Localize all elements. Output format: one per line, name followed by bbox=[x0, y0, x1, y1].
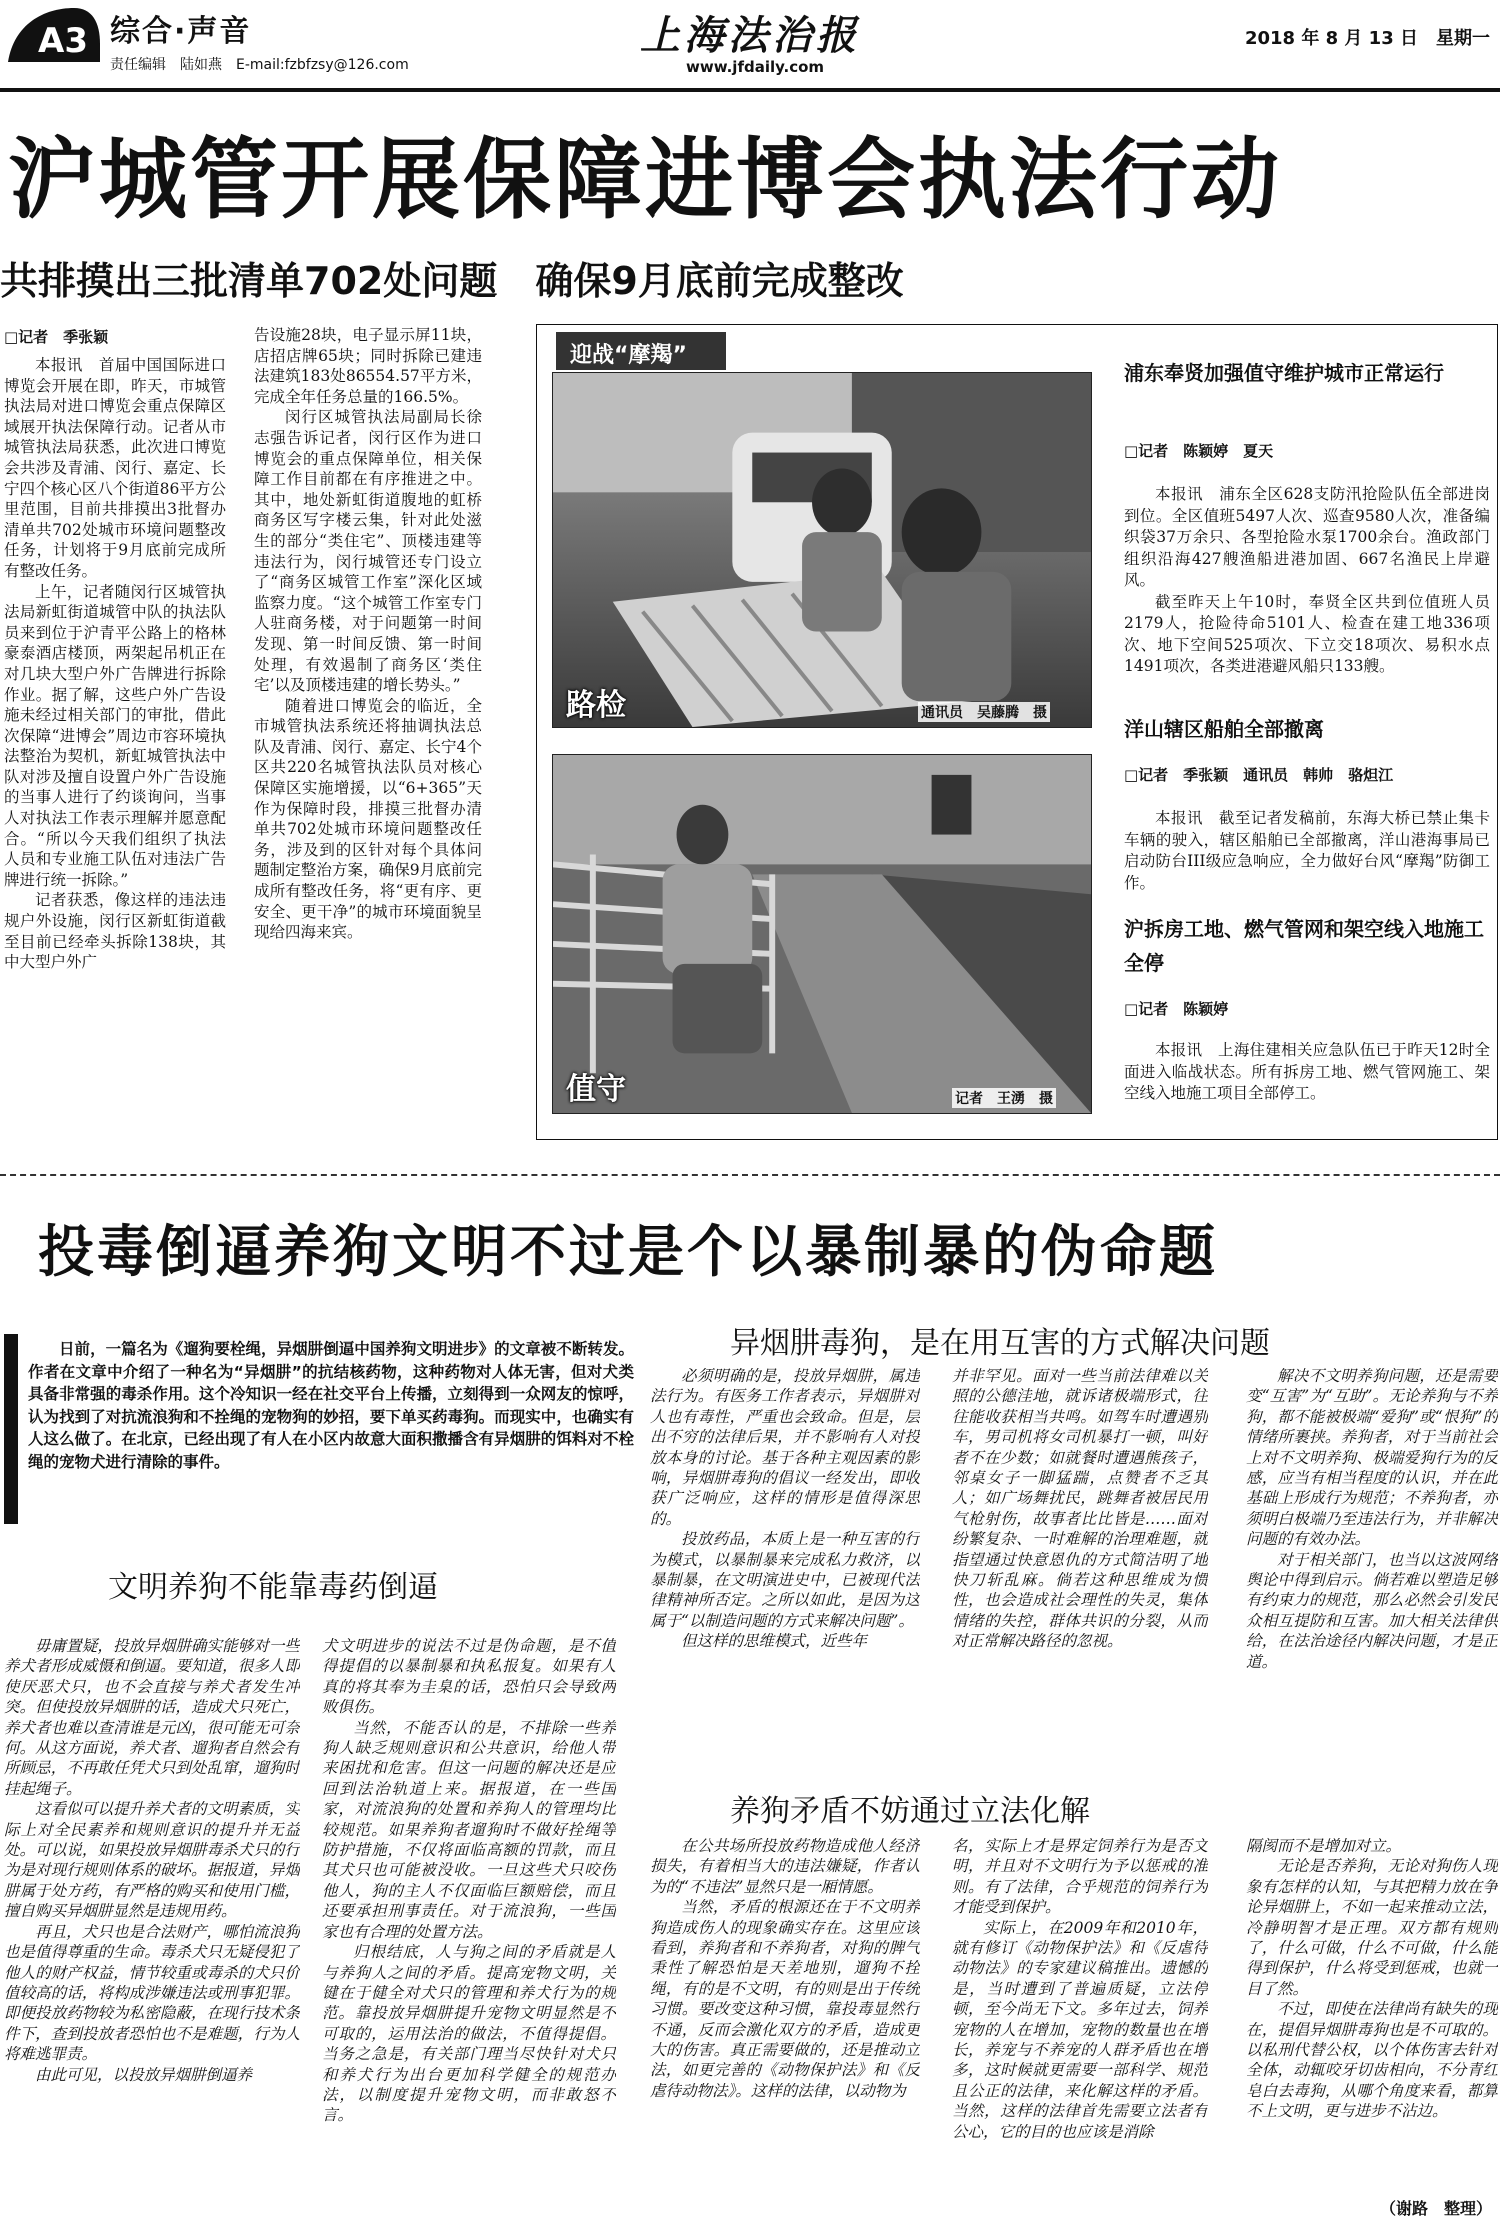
paragraph: 归根结底，人与狗之间的矛盾就是人与养狗人之间的矛盾。提高宠物文明，关键在于健全对犬只的管理和养犬行为的规范。靠投放异烟肼提升宠物文明显然是不可取的，运用法治的做法，不值得提倡。当务之急是，有关部门理当尽快针对犬只和养犬行为出台更加科学健全的规范办法，以制度提升宠物文明，而非敢怒不言。 bbox=[322, 1943, 616, 2125]
paragraph: 必须明确的是，投放异烟肼，属违法行为。有医务工作者表示，异烟肼对人也有毒性，严重也会致命。但是，层出不穷的法律后果，并不影响有人对投放本身的讨论。基于各种主观因素的影响，异烟肼毒狗的倡议一经发出，即收获广泛响应，这样的情形是值得深思的。 bbox=[650, 1367, 920, 1528]
photo-1-credit: 通讯员 吴藤腾 摄 bbox=[918, 702, 1050, 722]
section-title: 综合·声音 bbox=[110, 14, 252, 49]
editorial-section-2-head: 异烟肼毒狗，是在用互害的方式解决问题 bbox=[730, 1326, 1270, 1361]
box-item-3-headline: 沪拆房工地、燃气管网和架空线入地施工全停 bbox=[1124, 917, 1484, 975]
editorial-headline: 投毒倒逼养狗文明不过是个以暴制暴的伪命题 bbox=[38, 1220, 1218, 1285]
paragraph: 本报讯 浦东全区628支防汛抢险队伍全部进岗到位。全区值班5497人次、巡查9580人次，准备编织袋37万余只、各型抢险水泵1700余台。渔政部门组织沿海427艘渔船进港加固、667名渔民上岸避风。 bbox=[1124, 485, 1490, 589]
paragraph: 在公共场所投放药物造成他人经济损失，有着相当大的违法嫌疑，作者认为的“不违法”显然只是一厢情愿。 bbox=[650, 1837, 920, 1896]
paragraph: 隔阂而不是增加对立。 bbox=[1246, 1837, 1402, 1855]
editorial-column-5 bbox=[1246, 1366, 1498, 1770]
paragraph: 当然，矛盾的根源还在于不文明养狗造成伤人的现象确实存在。这里应该看到，养狗者和不养狗者，对狗的脾气秉性了解恐怕是天差地别，遛狗不拴绳，有的是不文明，有的则是出于传统习惯。要改变这种习惯，靠投毒显然行不通，反而会激化双方的矛盾，造成更大的伤害。真正需要做的，还是推动立法，如更完善的《动物保护法》和《反虐待动物法》。这样的法律，以动物为 bbox=[650, 1898, 920, 2100]
paragraph: 实际上，在2009年和2010年，就有修订《动物保护法》和《反虐待动物法》的专家建议稿推出。遗憾的是，当时遭到了普遍质疑，立法停顿，至今尚无下文。多年过去，饲养宠物的人在增加，宠物的数量也在增长，养宠与不养宠的人群矛盾也在增多，这时候就更需要一部科学、规范且公正的法律，来化解这样的矛盾。当然，这样的法律首先需要立法者有公心，它的目的也应该是消除 bbox=[952, 1918, 1208, 2141]
paragraph: 投放药品，本质上是一种互害的行为模式，以暴制暴来完成私力救济，以暴制暴，在文明演进史中，已被现代法律精神所否定。之所以如此，是因为这属于“以制造问题的方式来解决问题”。 bbox=[650, 1530, 920, 1630]
photo-2-label: 值守 bbox=[566, 1072, 626, 1107]
paragraph: 名，实际上才是界定饲养行为是否文明，并且对不文明行为予以惩戒的准则。有了法律，合乎规范的饲养行为才能受到保护。 bbox=[952, 1837, 1208, 1917]
paragraph: 当然，不能否认的是，不排除一些养狗人缺乏规则意识和公共意识，给他人带来困扰和危害。但这一问题的解决还是应回到法治轨道上来。据报道，在一些国家，对流浪狗的处置和养狗人的管理均比较规范。如果养狗者遛狗时不做好拴绳等防护措施，不仅将面临高额的罚款，而且其犬只也可能被没收。一旦这些犬只咬伤他人，狗的主人不仅面临巨额赔偿，而且还要承担刑事责任。对于流浪狗，一些国家也有合理的处置方法。 bbox=[322, 1718, 616, 1941]
paragraph: 这看似可以提升养犬者的文明素质，实际上对全民素养和规则意识的提升并无益处。可以说，如果投放异烟肼毒杀犬只的行为是对现行规则体系的破坏。据报道，异烟肼属于处方药，有严格的购买和使用门槛，擅自购买异烟肼显然是违规用药。 bbox=[4, 1800, 300, 1921]
editorial-column-7 bbox=[952, 1836, 1208, 2220]
paragraph: 本报讯 截至记者发稿前，东海大桥已禁止集卡车辆的驶入，辖区船舶已全部撤离，洋山港海事局已启动防台III级应急响应，全力做好台风“摩羯”防御工作。 bbox=[1124, 809, 1490, 892]
paragraph: 告设施28块，电子显示屏11块，店招店牌65块；同时拆除已建违法建筑183处86554.57平方米，完成全年任务总量的166.5%。 bbox=[254, 326, 482, 406]
box-item-1-byline: □记者 陈颖婷 夏天 bbox=[1124, 442, 1274, 460]
paragraph: 由此可见，以投放异烟肼倒逼养 bbox=[35, 2065, 253, 2084]
paragraph: 毋庸置疑，投放异烟肼确实能够对一些养犬者形成威慑和倒逼。要知道，很多人即使厌恶犬只，也不会直接与养犬者发生冲突。但使投放异烟肼的话，造成犬只死亡，养犬者也难以查清谁是元凶，很可能无可奈何。从这方面说，养犬者、遛狗者自然会有所顾忌，不再敢任凭犬只到处乱窜，遛狗时挂起绳子。 bbox=[4, 1637, 300, 1798]
editorial-section-3-head: 养狗矛盾不妨通过立法化解 bbox=[730, 1794, 1090, 1829]
section-divider bbox=[0, 1174, 1500, 1176]
page-number: A3 bbox=[38, 21, 88, 61]
paragraph: 犬文明进步的说法不过是伪命题，是不值得提倡的以暴制暴和执私报复。如果有人真的将其奉为圭臬的话，恐怕只会导致两败俱伤。 bbox=[322, 1637, 616, 1717]
photo-road-check bbox=[552, 372, 1092, 728]
newspaper-logo: 上海法治报 bbox=[640, 12, 860, 59]
story1-column-1 bbox=[4, 355, 226, 1141]
photo-2-credit: 记者 王湧 摄 bbox=[952, 1088, 1056, 1108]
header-rule bbox=[0, 88, 1500, 92]
box-item-2-text bbox=[1124, 808, 1490, 894]
main-headline: 沪城管开展保障进博会执法行动 bbox=[8, 128, 1283, 231]
editorial-column-4 bbox=[952, 1366, 1208, 1770]
paragraph: 闵行区城管执法局副局长徐志强告诉记者，闵行区作为进口博览会的重点保障单位，相关保障工作目前都在有序推进之中。其中，地处新虹街道腹地的虹桥商务区写字楼云集，针对此处滋生的部分“类住宅”、顶楼违建等违法行为，闵行城管还专门设立了“商务区城管工作室”深化区域监察力度。“这个城管工作室专门人驻商务楼，对于问题第一时间发现、第一时间反馈、第一时间处理，有效遏制了商务区‘类住宅’以及顶楼违建的增长势头。” bbox=[254, 408, 482, 695]
story1-column-2 bbox=[254, 325, 482, 1141]
paragraph: 并非罕见。面对一些当前法律难以关照的公德洼地，就诉诸极端形式，往往能收获相当共鸣。如驾车时遭遇别车，男司机将女司机暴打一顿，叫好者不在少数；如就餐时遭遇熊孩子，邻桌女子一脚猛踹，点赞者不乏其人；如广场舞扰民，跳舞者被居民用气枪射伤，故事者比比皆是……面对纷繁复杂、一时难解的治理难题，就指望通过快意恩仇的方式简洁明了地快刀斩乱麻。倘若这种思维成为惯性，也会造成社会理性的失灵，集体情绪的失控，群体共识的分裂，从而对正常解决路径的忽视。 bbox=[952, 1367, 1208, 1651]
editorial-intro-box bbox=[4, 1334, 640, 1524]
paragraph: 记者获悉，像这样的违法违规户外设施，闵行区新虹街道截至目前已经牵头拆除138块，其中大型户外广 bbox=[4, 891, 226, 972]
paragraph: 上午，记者随闵行区城管执法局新虹街道城管中队的执法队员来到位于沪青平公路上的格林豪泰酒店楼顶，两架起吊机正在对几块大型户外广告牌进行拆除作业。据了解，这些户外广告设施未经过相关部门的审批，借此次保障“进博会”周边市容环境执法整治为契机，新虹城管执法中队对涉及擅自设置户外广告设施的当事人进行了约谈询问，当事人对执法工作表示理解并愿意配合。“所以今天我们组织了执法人员和专业施工队伍对违法广告牌进行统一拆除。” bbox=[4, 582, 226, 889]
compiler-credit: （谢路 整理） bbox=[1379, 2199, 1492, 2218]
editorial-column-6 bbox=[650, 1836, 920, 2220]
editorial-intro: 日前，一篇名为《遛狗要栓绳，异烟肼倒逼中国养狗文明进步》的文章被不断转发。作者在文章中介绍了一种名为“异烟肼”的抗结核药物，这种药物对人体无害，但对犬类具备非常强的毒杀作用。这个冷知识一经在社交平台上传播，立刻得到一众网友的惊呼，认为找到了对抗流浪狗和不拴绳的宠物狗的妙招，要下单买药毒狗。而现实中，也确实有人这么做了。在北京，已经出现了有人在小区内故意大面积撒播含有异烟肼的饵料对不栓绳的宠物犬进行清除的事件。 bbox=[28, 1340, 634, 1471]
paragraph: 无论是否养狗，无论对狗伤人现象有怎样的认知，与其把精力放在争论异烟肼上，不如一起来推动立法，冷静明智才是正理。双方都有规则了，什么可做，什么不可做，什么能得到保护，什么将受到惩戒，也就一目了然。 bbox=[1246, 1857, 1498, 1998]
box-item-1-headline: 浦东奉贤加强值守维护城市正常运行 bbox=[1124, 361, 1444, 385]
editorial-column-8 bbox=[1246, 1836, 1498, 2196]
box-item-2-byline: □记者 季张颖 通讯员 韩帅 骆炟江 bbox=[1124, 766, 1394, 784]
paragraph: 但这样的思维模式，近些年 bbox=[681, 1632, 868, 1651]
photo-on-duty bbox=[552, 754, 1092, 1114]
sub-headline: 共排摸出三批清单702处问题 确保9月底前完成整改 bbox=[0, 259, 904, 303]
paragraph: 解决不文明养狗问题，还是需要变“互害”为“互助”。无论养狗与不养狗，都不能被极端“爱狗”或“恨狗”的情绪所裹挟。养狗者，对于当前社会上对不文明养狗、极端爱狗行为的反感，应当有相当程度的认识，并在此基础上形成行为规范；不养狗者，亦须明白极端乃至违法行为，并非解决问题的有效办法。 bbox=[1246, 1367, 1498, 1549]
paragraph: 本报讯 上海住建相关应急队伍已于昨天12时全面进入临战状态。所有拆房工地、燃气管网施工、架空线入地施工项目全部停工。 bbox=[1124, 1041, 1490, 1102]
box-tag: 迎战“摩羯” bbox=[556, 332, 726, 370]
paragraph: 再且，犬只也是合法财产，哪怕流浪狗也是值得尊重的生命。毒杀犬只无疑侵犯了他人的财产权益，情节较重或毒杀的犬只价值较高的话，将构成涉嫌违法或刑事犯罪。即便投放药物较为私密隐蔽，在现行技术条件下，查到投放者恐怕也不是难题，行为人将难逃罪责。 bbox=[4, 1922, 300, 2064]
website-link[interactable]: www.jfdaily.com bbox=[686, 58, 825, 76]
paragraph: 不过，即使在法律尚有缺失的现在，提倡异烟肼毒狗也是不可取的。以私刑代替公权，以个体伤害去针对全体，动辄咬牙切齿相向，不分青红皂白去毒狗，从哪个角度来看，都算不上文明，更与进步不沾边。 bbox=[1246, 2000, 1498, 2121]
paragraph: 随着进口博览会的临近，全市城管执法系统还将抽调执法总队及青浦、闵行、嘉定、长宁4个区共220名城管执法队员对核心保障区实施增援，以“6+365”天作为保障时段，排摸三批督办清单共702处城市环境问题整改任务，涉及到的区针对每个具体问题制定整治方案，确保9月底前完成所有整改任务，将“更有序、更安全、更干净”的城市环境面貌呈现给四海来宾。 bbox=[254, 696, 482, 942]
photo-1-label: 路检 bbox=[566, 688, 626, 723]
editorial-column-2 bbox=[322, 1636, 616, 2220]
editorial-section-1-head: 文明养狗不能靠毒药倒逼 bbox=[108, 1570, 438, 1605]
page-number-badge bbox=[4, 4, 104, 66]
story1-byline: □记者 季张颖 bbox=[4, 328, 109, 346]
paragraph: 截至昨天上午10时，奉贤全区共到位值班人员2179人，抢险待命5101人、检查在建工地336项次、地下空间525项次、下立交18项次、易积水点1491项次，各类进港避风船只133艘。 bbox=[1124, 592, 1490, 675]
box-item-1-text bbox=[1124, 484, 1490, 678]
paragraph: 对于相关部门，也当以这波网络舆论中得到启示。倘若难以塑造足够有约束力的规范，那么必然会引发民众相互提防和互害。加大相关法律供给，在法治途径内解决问题，才是正道。 bbox=[1246, 1550, 1498, 1671]
editorial-column-1 bbox=[4, 1636, 300, 2220]
editor-line: 责任编辑 陆如燕 E-mail:fzbfzsy@126.com bbox=[110, 57, 409, 73]
box-item-3-text bbox=[1124, 1040, 1490, 1105]
box-item-3-byline: □记者 陈颖婷 bbox=[1124, 1000, 1229, 1018]
box-item-2-headline: 洋山辖区船舶全部撤离 bbox=[1124, 717, 1324, 741]
editorial-column-3 bbox=[650, 1366, 920, 1770]
paragraph: 本报讯 首届中国国际进口博览会开展在即，昨天，市城管执法局对进口博览会重点保障区域展开执法保障行动。记者从市城管执法局获悉，此次进口博览会共涉及青浦、闵行、嘉定、长宁四个核心区八个街道86平方公里范围，目前共排摸出3批督办清单共702处城市环境问题整改任务，计划将于9月底前完成所有整改任务。 bbox=[4, 356, 226, 580]
issue-date: 2018 年 8 月 13 日 星期一 bbox=[1244, 28, 1490, 49]
